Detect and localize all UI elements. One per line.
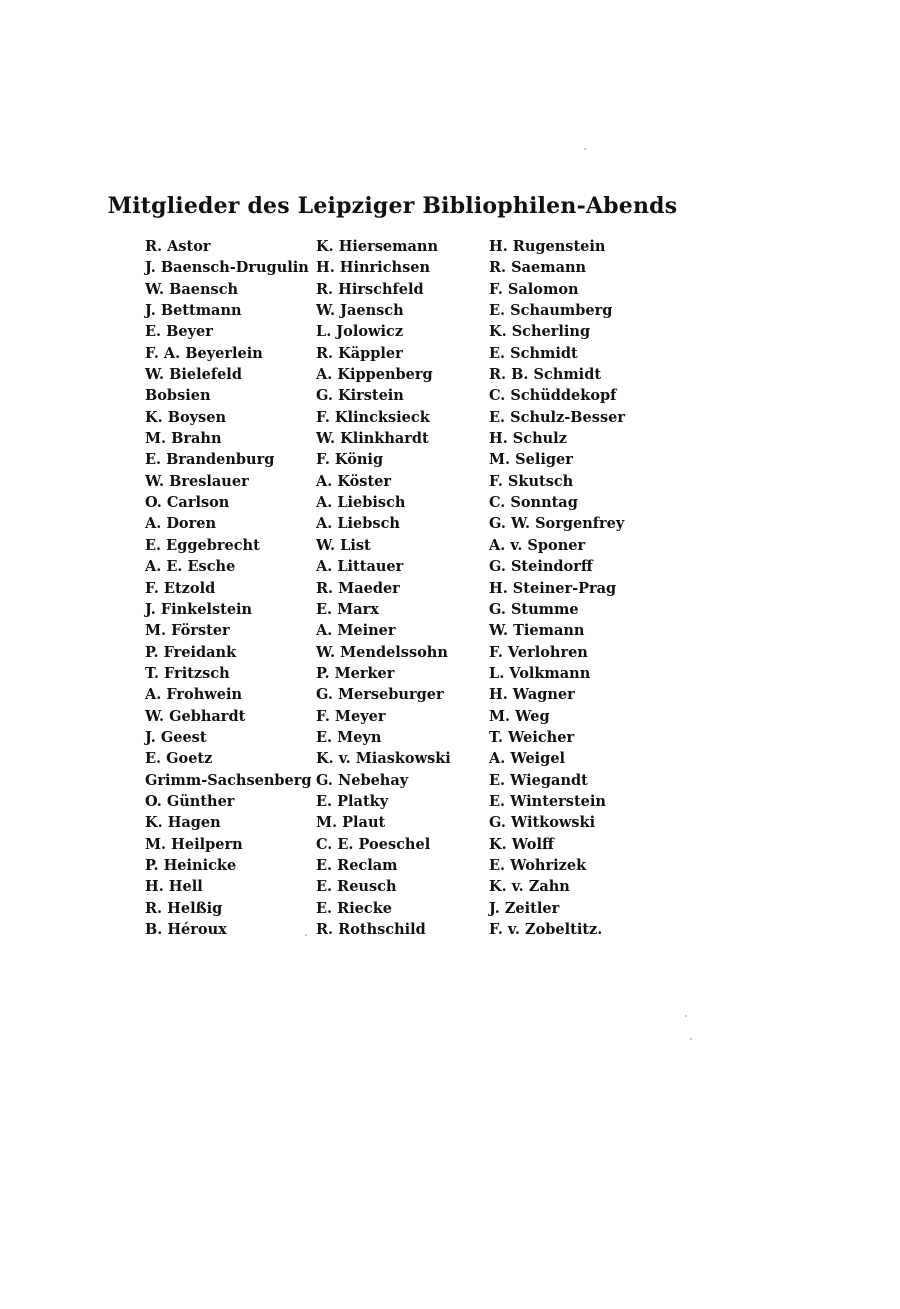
member-name: G. Nebehay: [316, 771, 409, 789]
member-name: G. W. Sorgenfrey: [489, 515, 625, 533]
member-name: A. Frohwein: [145, 686, 242, 704]
member-name: W. Bielefeld: [145, 366, 242, 384]
member-name: E. Platky: [316, 792, 389, 810]
member-name: G. Steindorff: [489, 558, 593, 576]
member-name: M. Seliger: [489, 451, 573, 469]
member-name: A. Weigel: [489, 750, 566, 768]
member-name: W. Baensch: [145, 280, 239, 298]
member-name: E. Wohrizek: [489, 856, 587, 874]
member-name: W. Tiemann: [489, 622, 585, 640]
member-name: H. Steiner-Prag: [489, 579, 617, 597]
member-name: E. Reusch: [316, 878, 397, 896]
member-name: E. Meyn: [316, 728, 382, 746]
member-name: M. Weg: [489, 707, 550, 725]
member-name: A. Köster: [316, 472, 392, 490]
member-name: P. Freidank: [145, 643, 237, 661]
member-name: W. List: [316, 536, 371, 554]
member-name: E. Reclam: [316, 856, 398, 874]
member-name: R. Saemann: [489, 259, 587, 277]
member-name: G. Merseburger: [316, 686, 444, 704]
member-name: E. Schulz-Besser: [489, 408, 625, 426]
member-name: F. Etzold: [145, 579, 216, 597]
paper-speck: [584, 148, 586, 150]
member-name: E. Goetz: [145, 750, 213, 768]
paper-speck: [690, 1038, 692, 1040]
member-name: W. Mendelssohn: [316, 643, 448, 661]
member-name: A. Kippenberg: [316, 366, 433, 384]
member-name: M. Brahn: [145, 430, 222, 448]
member-name: F. v. Zobeltitz.: [489, 921, 603, 938]
member-name: H. Hinrichsen: [316, 259, 430, 277]
member-name: W. Klinkhardt: [316, 430, 429, 448]
member-name: R. Astor: [145, 238, 211, 255]
member-name: F. Klincksieck: [316, 408, 430, 426]
member-name: L. Jolowicz: [316, 323, 404, 341]
member-name: J. Finkelstein: [145, 600, 253, 618]
member-name: R. Käppler: [316, 344, 403, 362]
member-name: T. Weicher: [489, 728, 575, 746]
member-column-1: [145, 236, 312, 940]
paper-speck: [305, 934, 307, 936]
member-name: M. Heilpern: [145, 835, 243, 853]
member-name: E. Winterstein: [489, 792, 606, 810]
member-name: G. Stumme: [489, 600, 579, 618]
member-column-3: [489, 236, 625, 940]
member-name: F. A. Beyerlein: [145, 344, 263, 362]
member-name: C. Sonntag: [489, 494, 578, 512]
member-name: E. Eggebrecht: [145, 536, 260, 554]
member-name: K. Hiersemann: [316, 238, 438, 255]
member-name: E. Beyer: [145, 323, 213, 341]
member-name: R. Maeder: [316, 579, 400, 597]
member-name: R. Rothschild: [316, 921, 426, 938]
member-name: G. Witkowski: [489, 814, 596, 832]
member-name: M. Plaut: [316, 814, 386, 832]
member-name: F. König: [316, 451, 384, 469]
member-name: T. Fritzsch: [145, 664, 230, 682]
member-name: A. Liebsch: [316, 515, 400, 533]
member-name: A. Liebisch: [316, 494, 406, 512]
member-name: A. v. Sponer: [489, 536, 586, 554]
paper-speck: [685, 1015, 687, 1017]
member-name: E. Wiegandt: [489, 771, 588, 789]
member-name: J. Bettmann: [145, 302, 242, 320]
member-name: A. Meiner: [316, 622, 396, 640]
member-name: K. Wolff: [489, 835, 554, 853]
member-name: K. Scherling: [489, 323, 591, 341]
member-name: F. Meyer: [316, 707, 386, 725]
member-name: P. Merker: [316, 664, 395, 682]
member-name: A. Littauer: [316, 558, 404, 576]
member-name: M. Förster: [145, 622, 230, 640]
member-name: E. Riecke: [316, 899, 393, 917]
member-name: J. Zeitler: [489, 899, 560, 917]
member-name: K. v. Zahn: [489, 878, 570, 896]
member-name: C. E. Poeschel: [316, 835, 431, 853]
member-name: O. Günther: [145, 792, 235, 810]
member-name: F. Skutsch: [489, 472, 574, 490]
member-name: H. Schulz: [489, 430, 567, 448]
member-name: K. Boysen: [145, 408, 226, 426]
member-column-2: [316, 236, 451, 940]
member-name: W. Breslauer: [145, 472, 249, 490]
member-name: R. B. Schmidt: [489, 366, 602, 384]
member-name: R. Helßig: [145, 899, 223, 917]
member-name: W. Jaensch: [316, 302, 404, 320]
member-name: C. Schüddekopf: [489, 387, 617, 405]
member-name: K. v. Miaskowski: [316, 750, 451, 768]
member-name: F. Verlohren: [489, 643, 588, 661]
member-name: E. Brandenburg: [145, 451, 275, 469]
member-name: J. Baensch-Drugulin: [145, 259, 309, 277]
member-name: F. Salomon: [489, 280, 579, 298]
member-name: E. Schmidt: [489, 344, 578, 362]
member-name: E. Marx: [316, 600, 379, 618]
member-name: H. Wagner: [489, 686, 575, 704]
member-name: W. Gebhardt: [145, 707, 246, 725]
member-name: G. Kirstein: [316, 387, 404, 405]
member-name: H. Hell: [145, 878, 203, 896]
member-name: R. Hirschfeld: [316, 280, 424, 298]
member-name: Bobsien: [145, 387, 211, 405]
member-name: O. Carlson: [145, 494, 230, 512]
member-name: E. Schaumberg: [489, 302, 613, 320]
member-name: Grimm-Sachsenberg: [145, 771, 312, 789]
member-name: J. Geest: [145, 728, 207, 746]
member-name: B. Héroux: [145, 921, 227, 938]
member-name: A. Doren: [145, 515, 216, 533]
member-name: L. Volkmann: [489, 664, 591, 682]
page-title: Mitglieder des Leipziger Bibliophilen-Abends: [107, 193, 678, 219]
member-name: H. Rugenstein: [489, 238, 606, 255]
member-name: K. Hagen: [145, 814, 221, 832]
member-name: P. Heinicke: [145, 856, 237, 874]
member-name: A. E. Esche: [145, 558, 236, 576]
